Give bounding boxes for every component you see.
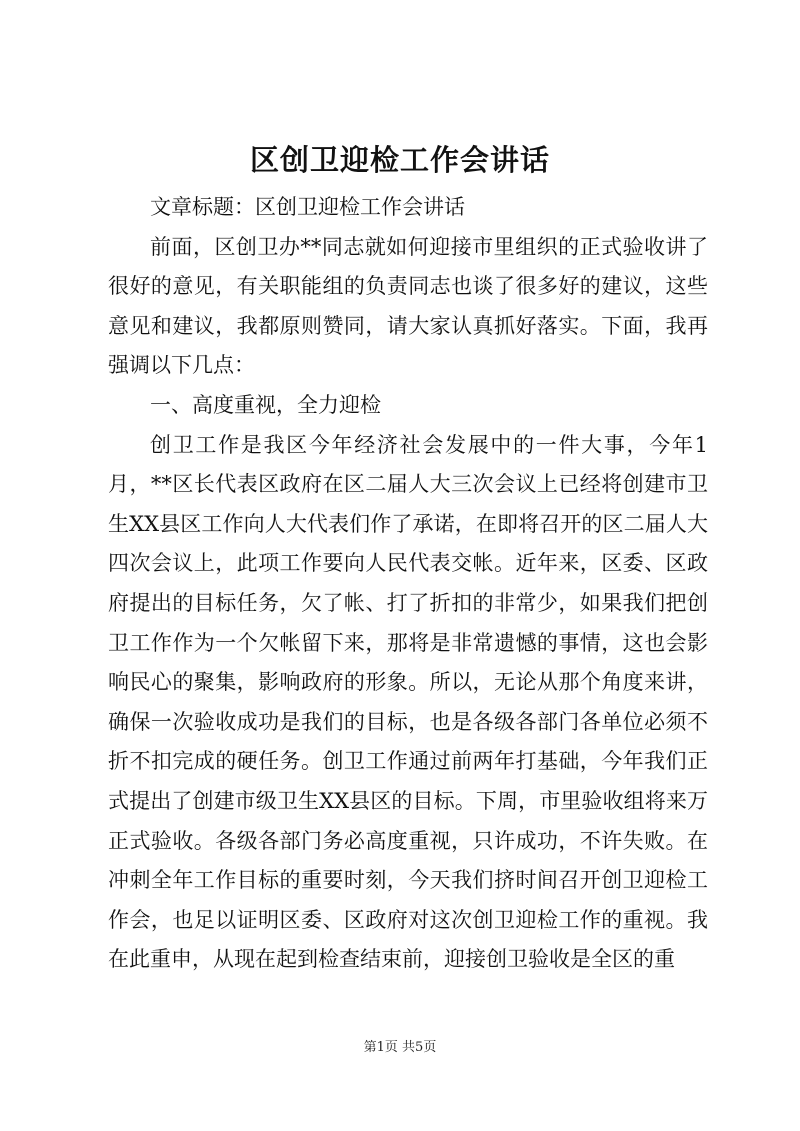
document-body bbox=[108, 188, 708, 980]
article-title-line: 文章标题：区创卫迎检工作会讲话 bbox=[150, 195, 465, 219]
document-title: 区创卫迎检工作会讲话 bbox=[249, 143, 550, 177]
page-footer: 第1页 共5页 bbox=[363, 1040, 437, 1055]
body-paragraph: 创卫工作是我区今年经济社会发展中的一件大事，今年1月，**区长代表区政府在区二届人大三次会议上已经将创建市卫生XX县区工作向人大代表们作了承诺，在即将召开的区二届人大四次会议上，此项工作要向人民代表交帐。近年来，区委、区政府提出的目标任务，欠了帐、打了折扣的非常少，如果我们把创卫工作作为一个欠帐留下来，那将是非常遗憾的事情，这也会影响民心的聚集，影响政府的形象。所以，无论从那个角度来讲，确保一次验收成功是我们的目标，也是各级各部门各单位必须不折不扣完成的硬任务。创卫工作通过前两年打基础，今年我们正式提出了创建市级卫生XX县区的目标。下周，市里验收组将来万正式验收。各级各部门务必高度重视，只许成功，不许失败。在冲刺全年工作目标的重要时刻，今天我们挤时间召开创卫迎检工作会，也足以证明区委、区政府对这次创卫迎检工作的重视。我在此重申，从现在起到检查结束前，迎接创卫验收是全区的重 bbox=[108, 432, 708, 972]
section-heading: 一、高度重视，全力迎检 bbox=[150, 392, 381, 417]
intro-paragraph: 前面，区创卫办**同志就如何迎接市里组织的正式验收讲了很好的意见，有关职能组的负责同志也谈了很多好的建议，这些意见和建议，我都原则赞同，请大家认真抓好落实。下面，我再强调以下几点： bbox=[108, 234, 708, 378]
